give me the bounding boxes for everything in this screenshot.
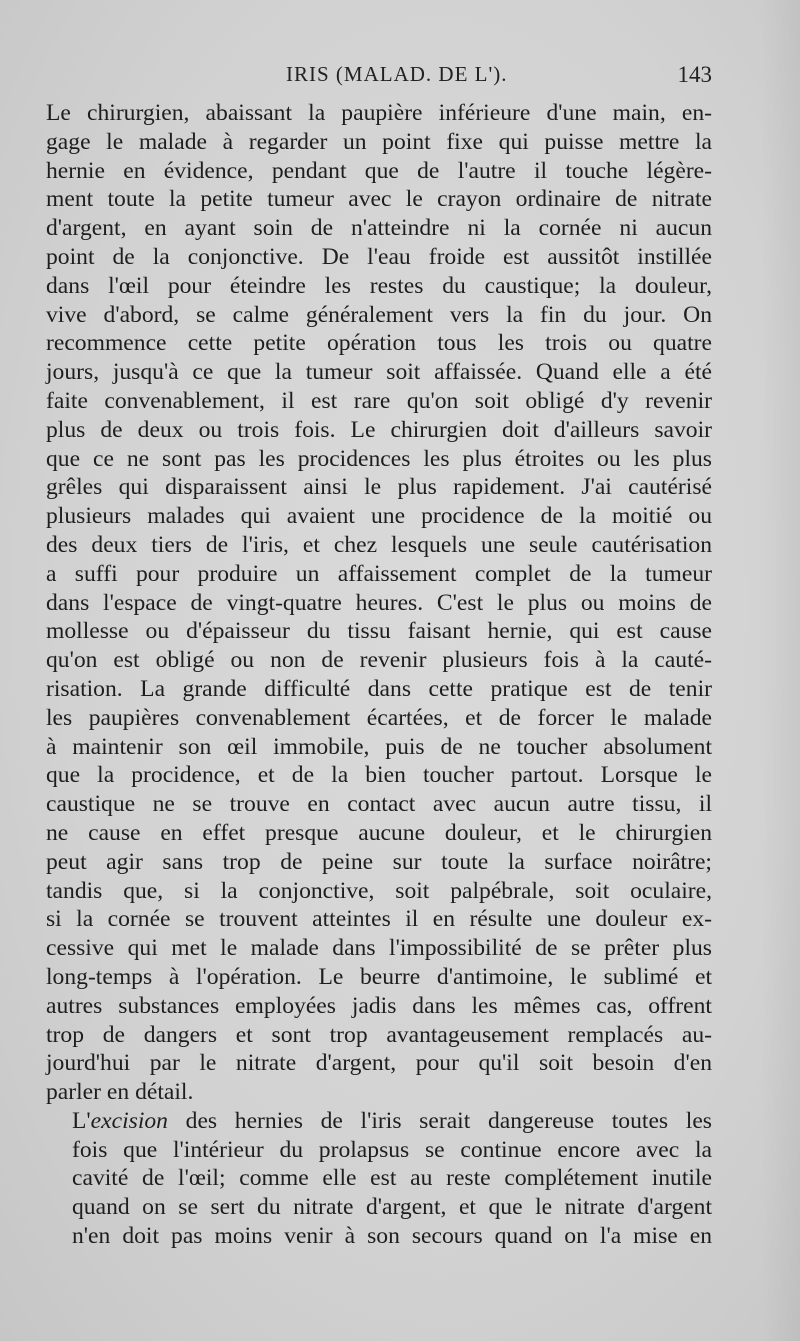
text-line: que la procidence, et de la bien toucher partout. Lorsque le [46, 762, 712, 789]
text-line: faite convenablement, il est rare qu'on soit obligé d'y revenir [46, 387, 712, 414]
text-line: trop de dangers et sont trop avantageusement remplacés au- [46, 1021, 712, 1048]
text-line: dans l'espace de vingt-quatre heures. C'est le plus ou moins de [46, 589, 712, 616]
text-line: Le chirurgien, abaissant la paupière inférieure d'une main, en- [46, 100, 712, 126]
text-line: peut agir sans trop de peine sur toute la surface noirâtre; [46, 848, 712, 875]
text-line: dans l'œil pour éteindre les restes du caustique; la douleur, [46, 272, 712, 299]
text-line: les paupières convenablement écartées, et de forcer le malade [46, 704, 712, 731]
lead-before: L' [72, 1107, 91, 1134]
first-line-rest: des hernies de l'iris serait dangereuse toutes les [167, 1107, 712, 1134]
text-line: caustique ne se trouve en contact avec aucun autre tissu, il [46, 791, 712, 818]
paragraph-2 [46, 1107, 712, 1251]
text-line: risation. La grande difficulté dans cette pratique est de tenir [46, 675, 712, 702]
text-line: long-temps à l'opération. Le beurre d'antimoine, le sublimé et [46, 963, 712, 990]
text-line [46, 1107, 712, 1136]
text-line: parler en détail. [46, 1079, 194, 1106]
text-line: hernie en évidence, pendant que de l'autre il touche légère- [46, 157, 712, 184]
text-line: à maintenir son œil immobile, puis de ne toucher absolument [46, 733, 712, 760]
text-line: vive d'abord, se calme généralement vers la fin du jour. On [46, 301, 712, 328]
text-line: plusieurs malades qui avaient une procidence de la moitié ou [46, 503, 712, 530]
text-line: fois que l'intérieur du prolapsus se continue encore avec la [72, 1136, 712, 1163]
text-line: quand on se sert du nitrate d'argent, et que le nitrate d'argent [72, 1194, 712, 1221]
text-line: ne cause en effet presque aucune douleur, et le chirurgien [46, 819, 712, 846]
text-line: mollesse ou d'épaisseur du tissu faisant hernie, qui est cause [46, 618, 712, 645]
text-line: n'en doit pas moins venir à son secours quand on l'a mise en [72, 1223, 712, 1250]
text-line: si la cornée se trouvent atteintes il en résulte une douleur ex- [46, 906, 712, 933]
body-text [46, 99, 712, 1251]
text-line: point de la conjonctive. De l'eau froide est aussitôt instillée [46, 243, 712, 270]
page-edge-shadow [760, 0, 800, 1341]
page-header [46, 62, 712, 92]
text-line: cessive qui met le malade dans l'impossibilité de se prêter plus [46, 935, 712, 962]
text-line: des deux tiers de l'iris, et chez lesquels une seule cautérisation [46, 531, 712, 558]
text-line: tandis que, si la conjonctive, soit palpébrale, soit oculaire, [46, 877, 712, 904]
text-line: jours, jusqu'à ce que la tumeur soit affaissée. Quand elle a été [46, 359, 712, 386]
text-line: a suffi pour produire un affaissement complet de la tumeur [46, 560, 712, 587]
text-line: plus de deux ou trois fois. Le chirurgien doit d'ailleurs savoir [46, 416, 712, 443]
text-line: cavité de l'œil; comme elle est au reste complétement inutile [72, 1165, 712, 1192]
text-line: qu'on est obligé ou non de revenir plusieurs fois à la cauté- [46, 647, 712, 674]
running-head: IRIS (MALAD. DE L'). [286, 62, 508, 86]
text-line: autres substances employées jadis dans les mêmes cas, offrent [46, 992, 712, 1019]
paragraph-1 [46, 99, 712, 1107]
text-line: gage le malade à regarder un point fixe qui puisse mettre la [46, 128, 712, 155]
italic-term: excision [90, 1107, 168, 1134]
text-line: ment toute la petite tumeur avec le crayon ordinaire de nitrate [46, 186, 712, 213]
page-number: 143 [677, 62, 712, 87]
text-line: grêles qui disparaissent ainsi le plus rapidement. J'ai cautérisé [46, 474, 712, 501]
text-line: recommence cette petite opération tous les trois ou quatre [46, 330, 712, 357]
text-line: d'argent, en ayant soin de n'atteindre ni la cornée ni aucun [46, 215, 712, 242]
text-line: que ce ne sont pas les procidences les plus étroites ou les plus [46, 445, 712, 472]
text-line: jourd'hui par le nitrate d'argent, pour qu'il soit besoin d'en [46, 1050, 712, 1077]
